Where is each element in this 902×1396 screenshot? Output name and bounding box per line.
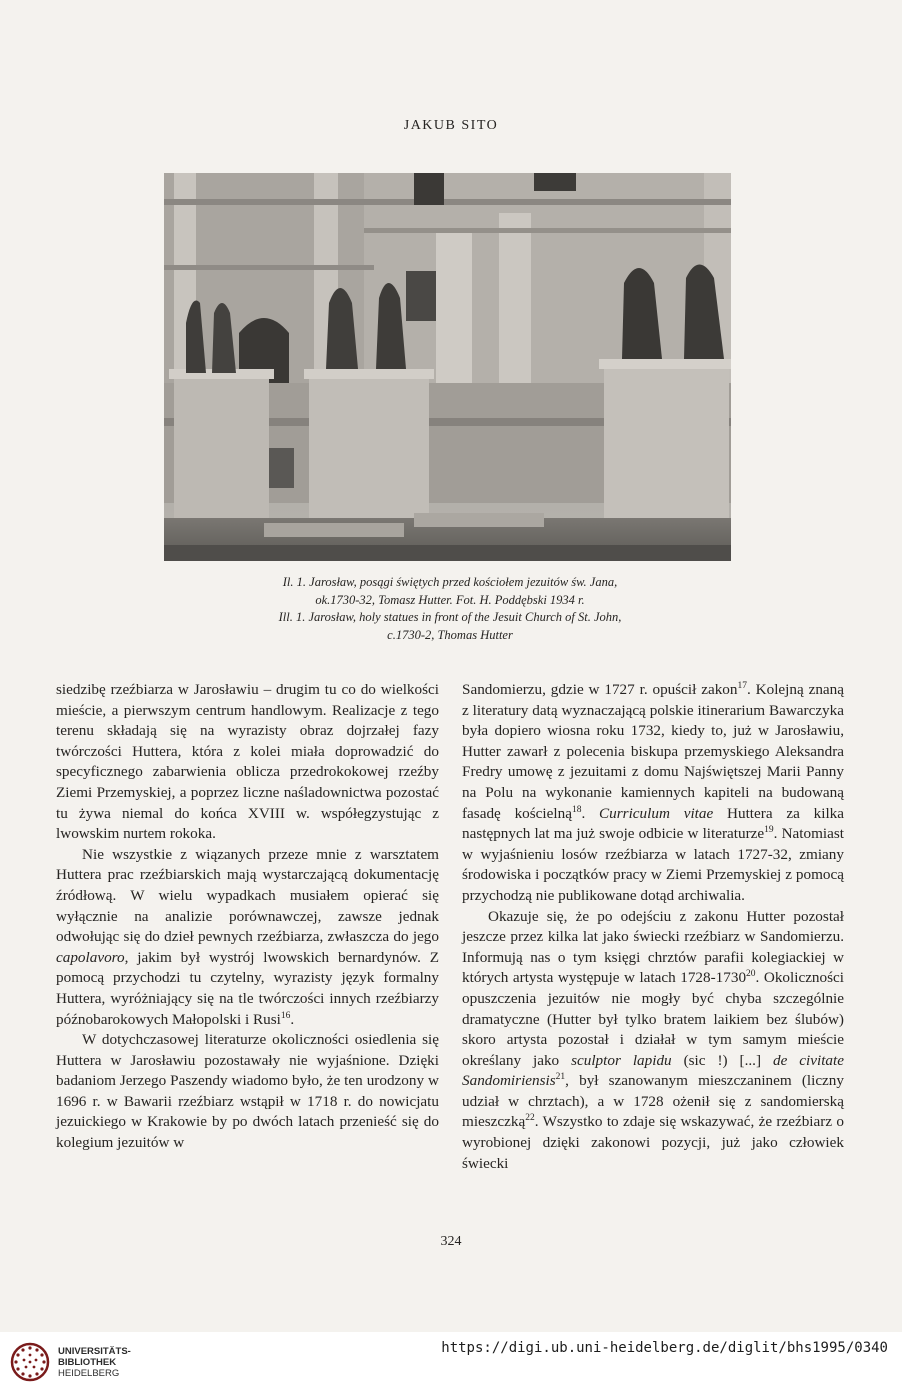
footnote-ref[interactable]: 19 xyxy=(764,825,774,836)
university-library-logo-icon[interactable] xyxy=(10,1342,50,1382)
page-number: 324 xyxy=(440,1234,462,1249)
caption-polish-line-1: Il. 1. Jarosław, posągi świętych przed kościołem jezuitów św. Jana, xyxy=(282,575,618,589)
footnote-ref[interactable]: 16 xyxy=(280,1010,291,1021)
library-name: UNIVERSITÄTS- BIBLIOTHEK HEIDELBERG xyxy=(58,1346,131,1379)
footnote-ref[interactable]: 20 xyxy=(746,969,756,980)
paragraph: siedzibę rzeźbiarza w Jarosławiu – drugim tu co do wielkości mieście, a pierwszym centrum handlowym. Realizacje z tego terenu składają się na wyrazisty obraz dojrzałej fazy twórczości Huttera, która z kolei miała doprowadzić do specyficznego zabarwienia oblicza przedrokokowej rzeźby Ziemi Przemyskiej, a poprzez liczne naśladownictwa pozostać tu żywa niemal do końca XVIII w. współegzystując z lwowskim nurtem rokoka. xyxy=(56,681,439,843)
caption-english-line-2: c.1730-2, Thomas Hutter xyxy=(387,627,513,642)
right-column xyxy=(462,680,844,1174)
left-column xyxy=(56,680,439,1154)
paragraph: Okazuje się, że po odejściu z zakonu Hutter pozostał jeszcze przez kilka lat jako świecki rzeźbiarz w Sandomierzu. Informują nas o tym księgi chrztów parafii kolegiackiej w których artysta występuje w latach 1728-1730$^{20}$. Okoliczności opuszczenia jezuitów nie mogły być chyba szczególnie dramatyczne (Hutter był tylko bratem laikiem bez ślubów) skoro artysta pozostał i działał w tym samym mieście określany jako sculptor lapidu (sic !) [...] de civitate Sandomiriensis$^{21}$, był szanowanym mieszczaninem (liczny udział w chrztach), a w 1728 ożenił się z sandomierską mieszczką$^{22}$. Wszystko to zdaje się wskazywać, że rzeźbiarz o wyrobionej dzięki zakonowi pozycji, już jako człowiek świecki xyxy=(462,907,844,1172)
footnote-ref[interactable]: 17 xyxy=(737,681,747,691)
figure-photograph xyxy=(164,173,731,561)
footnote-ref[interactable]: 18 xyxy=(571,804,582,815)
footnote-ref[interactable]: 22 xyxy=(525,1113,535,1124)
running-head: JAKUB SITO xyxy=(403,118,499,133)
photograph-icon xyxy=(164,173,731,561)
caption-english-line-1: Ill. 1. Jarosław, holy statues in front of the Jesuit Church of St. John, xyxy=(278,610,622,624)
paragraph: Nie wszystkie z wiązanych przeze mnie z warsztatem Huttera prac rzeźbiarskich mają wystarczającą dokumentację źródłową. W wielu wypadkach musiałem opierać się wyłącznie na analizie porównawczej, zawsze jednak odwołując się do dzieł pewnych rzeźbiarza, zwłaszcza do jego capolavoro, jakim był wystrój lwowskich bernardynów. Z pomocą przychodzi tu czytelny, wyrazisty język formalny Huttera, wyróżniający się na tle twórczości innych rzeźbiarzy późnobarokowych Małopolski i Rusi$^{16}$. xyxy=(56,845,439,1028)
footnote-ref[interactable]: 21 xyxy=(555,1072,566,1083)
figure-caption xyxy=(200,574,700,644)
paragraph: Sandomierzu, gdzie w 1727 r. opuścił zakon$^{17}$. Kolejną znaną z literatury datą wyznaczającą polskie itinerarium Bawarczyka była dopiero wiosna roku 1732, kiedy to, już w Jarosławiu, Hutter zawarł z polecenia biskupa przemyskiego Aleksandra Fredry umowę z jezuitami z domu Najświętszej Marii Panny na Polu na wykonanie kamiennych kapiteli na budowaną fasadę kościelną$^{18}$. Curriculum vitae Huttera za kilka następnych lat ma już swoje odbicie w literaturze$^{19}$. Natomiast w wyjaśnieniu losów rzeźbiarza w latach 1727-32, zmiany środowiska i początków pracy w Ziemi Przemyskiej z pomocą przychodzą nie publikowane dotąd archiwalia. xyxy=(462,681,845,904)
caption-polish-line-2: ok.1730-32, Tomasz Hutter. Fot. H. Poddębski 1934 r. xyxy=(315,592,585,607)
document-url[interactable]: https://digi.ub.uni-heidelberg.de/diglit/bhs1995/0340 xyxy=(441,1340,888,1356)
viewer-footer xyxy=(0,1332,902,1396)
paragraph: W dotychczasowej literaturze okoliczności osiedlenia się Huttera w Jarosławiu pozostawały nie wyjaśnione. Dzięki badaniom Jerzego Paszendy wiadomo było, że ten urodzony w 1696 r. w Bawarii rzeźbiarz wstąpił w 1718 r. do nowicjatu jezuickiego w Krakowie by po dwóch latach przenieść się do kolegium jezuitów w xyxy=(56,1031,439,1152)
